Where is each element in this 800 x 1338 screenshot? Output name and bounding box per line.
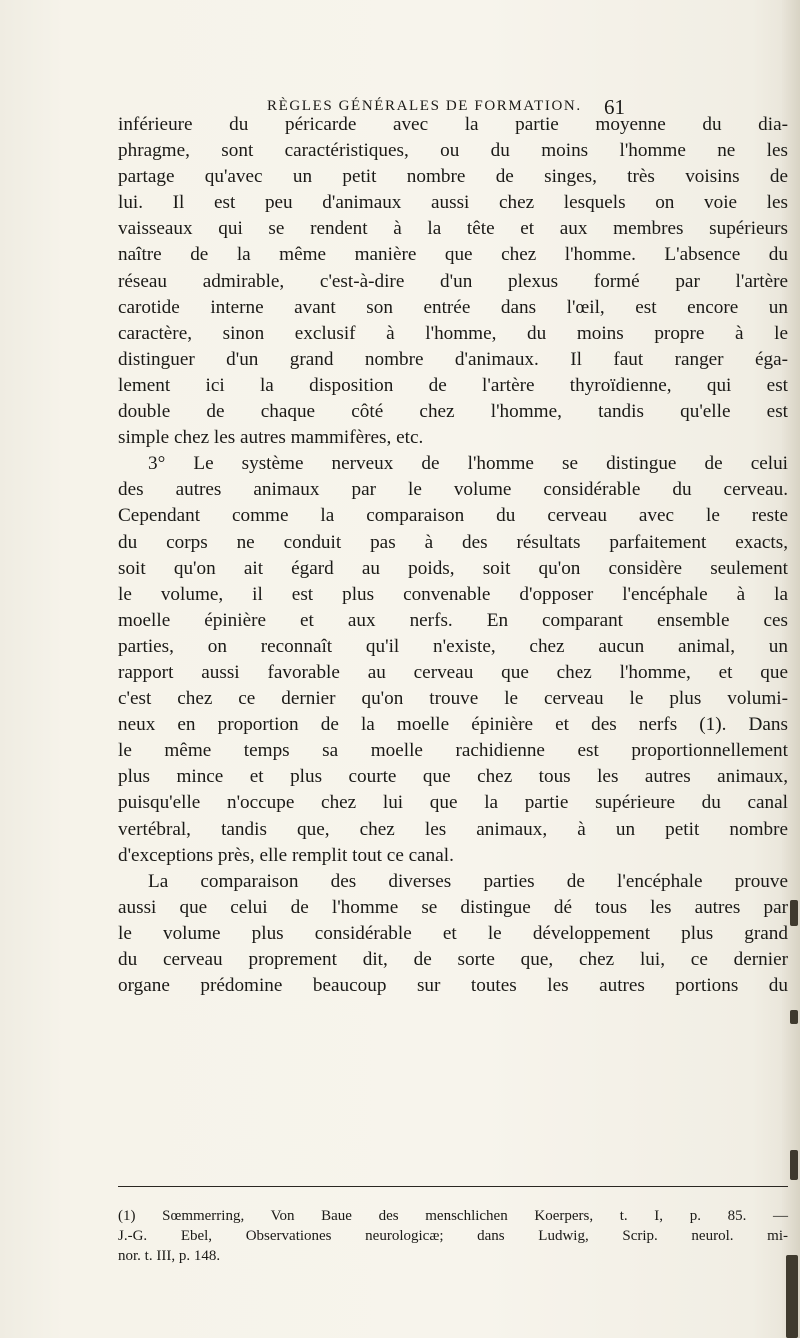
text-line: naître de la même manière que chez l'homme. L'absence du: [118, 244, 788, 266]
footnotes: [118, 1206, 788, 1266]
text-line: plus mince et plus courte que chez tous les autres animaux,: [118, 766, 788, 788]
text-line: du cerveau proprement dit, de sorte que, chez lui, ce dernier: [118, 949, 788, 970]
text-line: organe prédomine beaucoup sur toutes les autres portions du: [118, 975, 788, 997]
edge-mark: [790, 1150, 798, 1180]
edge-mark: [790, 900, 798, 926]
text-line: caractère, sinon exclusif à l'homme, du moins propre à le: [118, 322, 788, 344]
text-line: double de chaque côté chez l'homme, tandis qu'elle est: [118, 401, 788, 423]
text-line: le volume, il est plus convenable d'opposer l'encéphale à la: [118, 583, 788, 605]
text-line: parties, on reconnaît qu'il n'existe, chez aucun animal, un: [118, 635, 788, 657]
text-line: vaisseaux qui se rendent à la tête et aux membres supérieurs: [118, 218, 788, 240]
text-line: phragme, sont caractéristiques, ou du moins l'homme ne les: [118, 140, 788, 162]
text-line: simple chez les autres mammifères, etc.: [118, 427, 424, 449]
text-line: neux en proportion de la moelle épinière et des nerfs (1). Dans: [118, 714, 788, 736]
footnote-line: nor. t. III, p. 148.: [118, 1248, 221, 1264]
text-line: La comparaison des diverses parties de l'encéphale prouve: [148, 870, 788, 892]
text-line: réseau admirable, c'est-à-dire d'un plexus formé par l'artère: [118, 270, 788, 292]
text-line: aussi que celui de l'homme se distingue dé tous les autres par: [118, 896, 788, 918]
text-line: lui. Il est peu d'animaux aussi chez lesquels on voie les: [118, 192, 788, 214]
text-line: inférieure du péricarde avec la partie moyenne du dia-: [118, 114, 788, 135]
text-line: rapport aussi favorable au cerveau que chez l'homme, et que: [118, 661, 788, 683]
page-number: 61: [604, 95, 625, 119]
text-line: d'exceptions près, elle remplit tout ce canal.: [118, 844, 454, 866]
footnote-line: J.-G. Ebel, Observationes neurologicæ; dans Ludwig, Scrip. neurol. mi-: [118, 1228, 788, 1244]
text-line: lement ici la disposition de l'artère thyroïdienne, qui est: [118, 374, 788, 396]
text-line: soit qu'on ait égard au poids, soit qu'on considère seulement: [118, 557, 788, 579]
text-line: du corps ne conduit pas à des résultats parfaitement exacts,: [118, 531, 788, 553]
text-line: c'est chez ce dernier qu'on trouve le cerveau le plus volumi-: [118, 688, 788, 710]
running-title: RÈGLES GÉNÉRALES DE FORMATION.: [267, 98, 582, 114]
text-line: le volume plus considérable et le développement plus grand: [118, 922, 788, 944]
text-line: vertébral, tandis que, chez les animaux, à un petit nombre: [118, 818, 788, 840]
body-text: [118, 112, 788, 999]
text-line: carotide interne avant son entrée dans l'œil, est encore un: [118, 296, 788, 318]
text-line: puisqu'elle n'occupe chez lui que la partie supérieure du canal: [118, 792, 788, 814]
text-line: le même temps sa moelle rachidienne est proportionnellement: [118, 740, 788, 762]
text-line: distinguer d'un grand nombre d'animaux. Il faut ranger éga-: [118, 348, 788, 370]
footnote-rule: [118, 1186, 788, 1187]
edge-mark: [790, 1010, 798, 1024]
text-line: des autres animaux par le volume considérable du cerveau.: [118, 479, 788, 501]
edge-mark: [786, 1255, 798, 1338]
text-line: 3° Le système nerveux de l'homme se distingue de celui: [148, 453, 788, 475]
footnote-line: (1) Sœmmerring, Von Baue des menschlichen Koerpers, t. I, p. 85. —: [118, 1208, 788, 1224]
text-line: moelle épinière et aux nerfs. En comparant ensemble ces: [118, 609, 788, 631]
text-line: partage qu'avec un petit nombre de singes, très voisins de: [118, 166, 788, 188]
text-line: Cependant comme la comparaison du cerveau avec le reste: [118, 505, 788, 527]
